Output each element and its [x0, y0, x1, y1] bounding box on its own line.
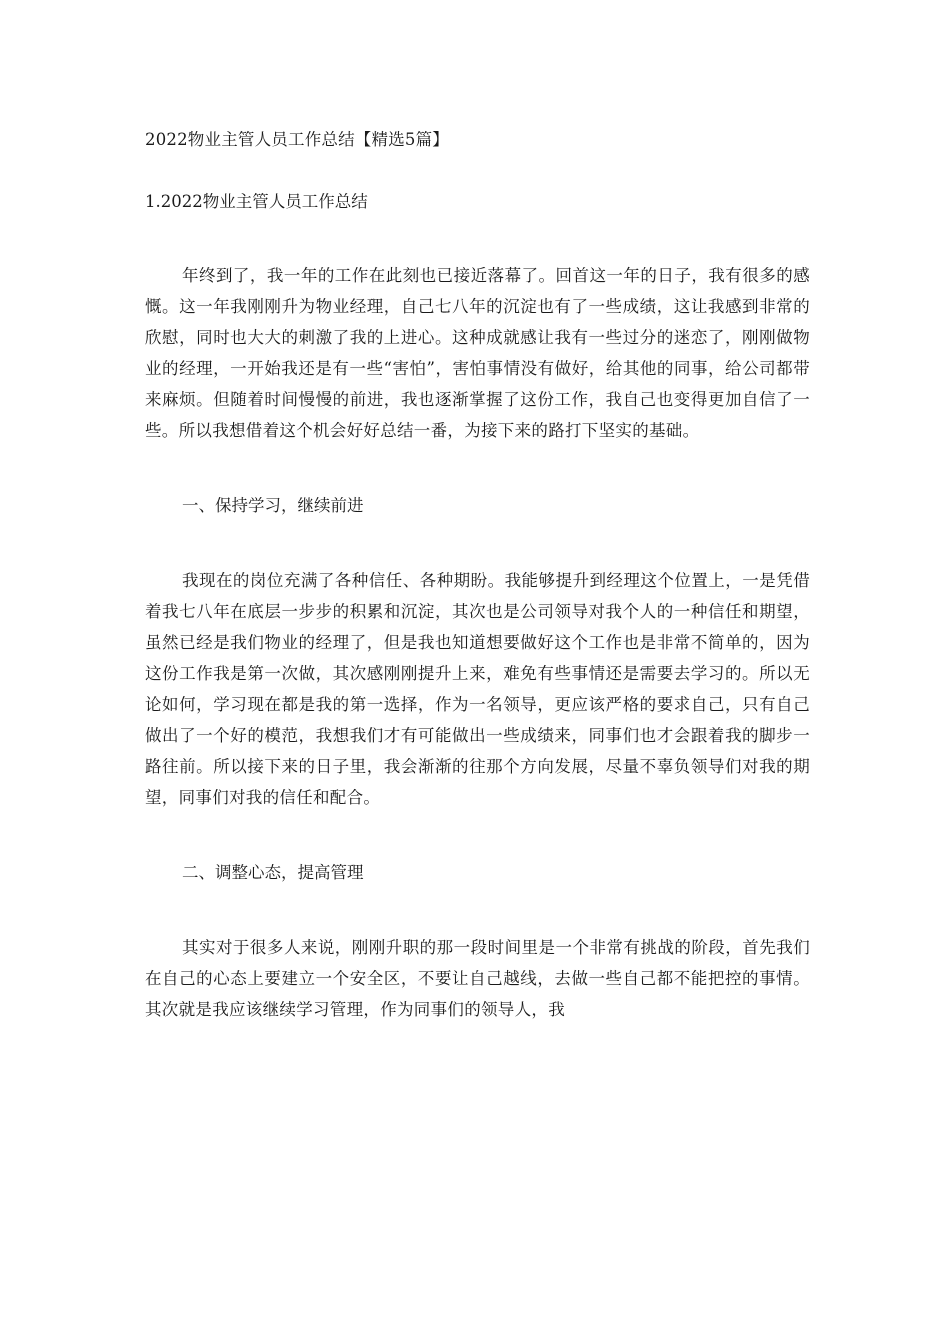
heading-keep-learning: 一、保持学习，继续前进: [182, 496, 364, 515]
document-title: 2022物业主管人员工作总结【精选5篇】: [145, 130, 449, 149]
section-title: 1.2022物业主管人员工作总结: [145, 192, 368, 211]
paragraph-keep-learning: 我现在的岗位充满了各种信任、各种期盼。我能够提升到经理这个位置上，一是凭借着我七八年在底层一步步的积累和沉淀，其次也是公司领导对我个人的一种信任和期望，虽然已经是我们物业的经理了，但是我也知道想要做好这个工作也是非常不简单的，因为这份工作我是第一次做，其次感刚刚提升上来，难免有些事情还是需要去学习的。所以无论如何，学习现在都是我的第一选择，作为一名领导，更应该严格的要求自己，只有自己做出了一个好的模范，我想我们才有可能做出一些成绩来，同事们也才会跟着我的脚步一路往前。所以接下来的日子里，我会渐渐的往那个方向发展，尽量不辜负领导们对我的期望，同事们对我的信任和配合。: [145, 571, 810, 807]
paragraph-intro: 年终到了，我一年的工作在此刻也已接近落幕了。回首这一年的日子，我有很多的感慨。这一年我刚刚升为物业经理，自己七八年的沉淀也有了一些成绩，这让我感到非常的欣慰，同时也大大的刺激了我的上进心。这种成就感让我有一些过分的迷恋了，刚刚做物业的经理，一开始我还是有一些“害怕”，害怕事情没有做好，给其他的同事，给公司都带来麻烦。但随着时间慢慢的前进，我也逐渐掌握了这份工作，我自己也变得更加自信了一些。所以我想借着这个机会好好总结一番，为接下来的路打下坚实的基础。: [145, 266, 810, 440]
heading-adjust-mindset: 二、调整心态，提高管理: [182, 863, 364, 882]
document-body: [145, 128, 810, 1025]
paragraph-adjust-mindset: 其实对于很多人来说，刚刚升职的那一段时间里是一个非常有挑战的阶段，首先我们在自己的心态上要建立一个安全区，不要让自己越线，去做一些自己都不能把控的事情。其次就是我应该继续学习管理，作为同事们的领导人，我: [145, 938, 810, 1019]
